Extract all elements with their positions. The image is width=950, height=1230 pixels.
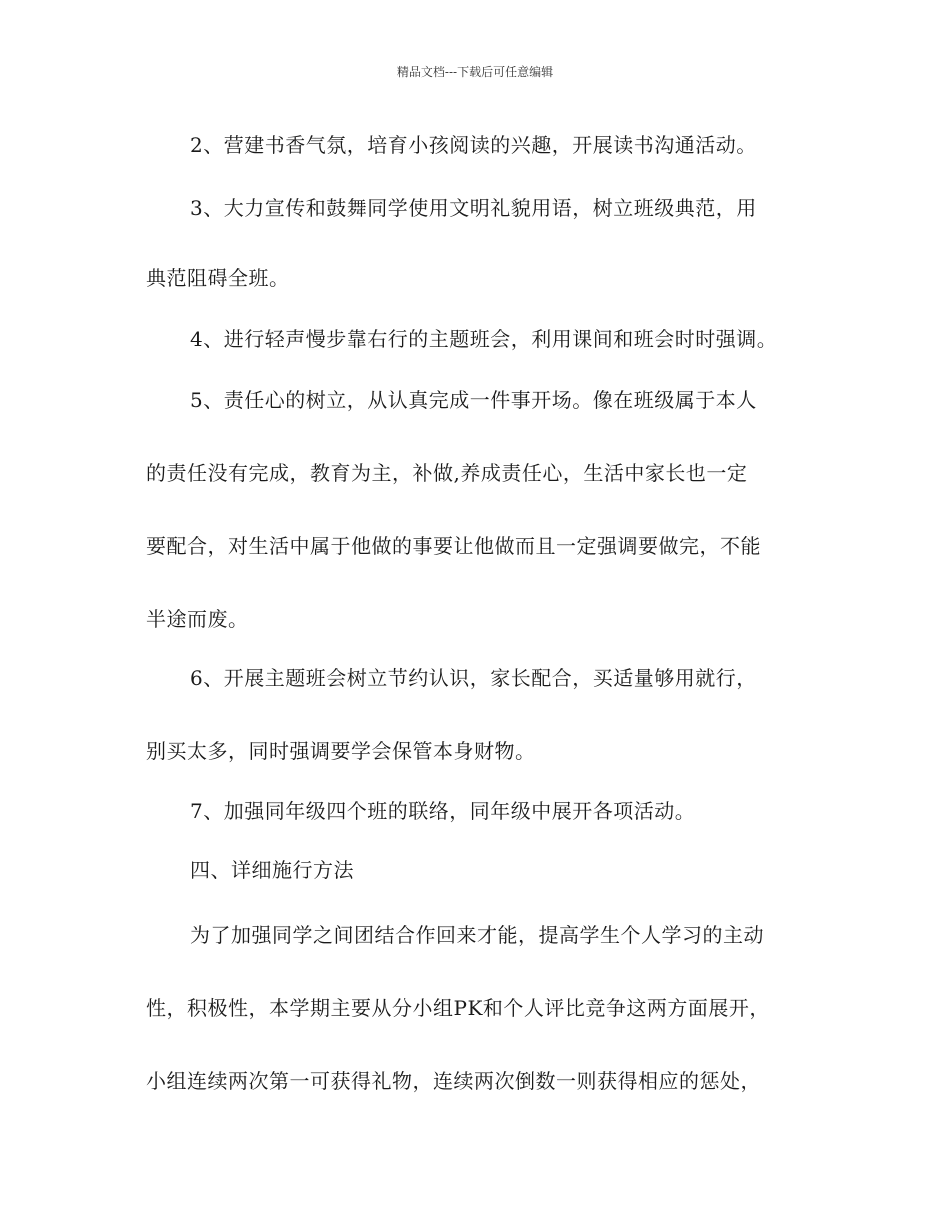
text-line: 半途而废。 [146,607,249,631]
text-line: 2、营建书香气氛，培育小孩阅读的兴趣，开展读书沟通活动。 [190,133,757,157]
text-line: 小组连续两次第一可获得礼物，连续两次倒数一则获得相应的惩处， [146,1069,761,1093]
text-line: 6、开展主题班会树立节约认识，家长配合，买适量够用就行， [190,666,757,690]
text-line: 典范阻碍全班。 [146,266,290,290]
text-line: 的责任没有完成，教育为主，补做,养成责任心，生活中家长也一定 [146,461,748,485]
text-line: 3、大力宣传和鼓舞同学使用文明礼貌用语，树立班级典范，用 [190,196,757,220]
text-line: 为了加强同学之间团结合作回来才能，提高学生个人学习的主动 [190,923,764,947]
text-line: 性，积极性，本学期主要从分小组PK和个人评比竞争这两方面展开， [146,996,770,1020]
text-line: 7、加强同年级四个班的联络，同年级中展开各项活动。 [190,799,696,823]
text-line: 别买太多，同时强调要学会保管本身财物。 [146,739,536,763]
text-line: 4、进行轻声慢步靠右行的主题班会，利用课间和班会时时强调。 [190,327,778,351]
text-line: 5、责任心的树立，从认真完成一件事开场。像在班级属于本人 [190,388,757,412]
page-header: 精品文档---下载后可任意编辑 [396,65,554,79]
section-heading: 四、详细施行方法 [190,858,354,882]
text-line: 要配合，对生活中属于他做的事要让他做而且一定强调要做完，不能 [146,534,761,558]
